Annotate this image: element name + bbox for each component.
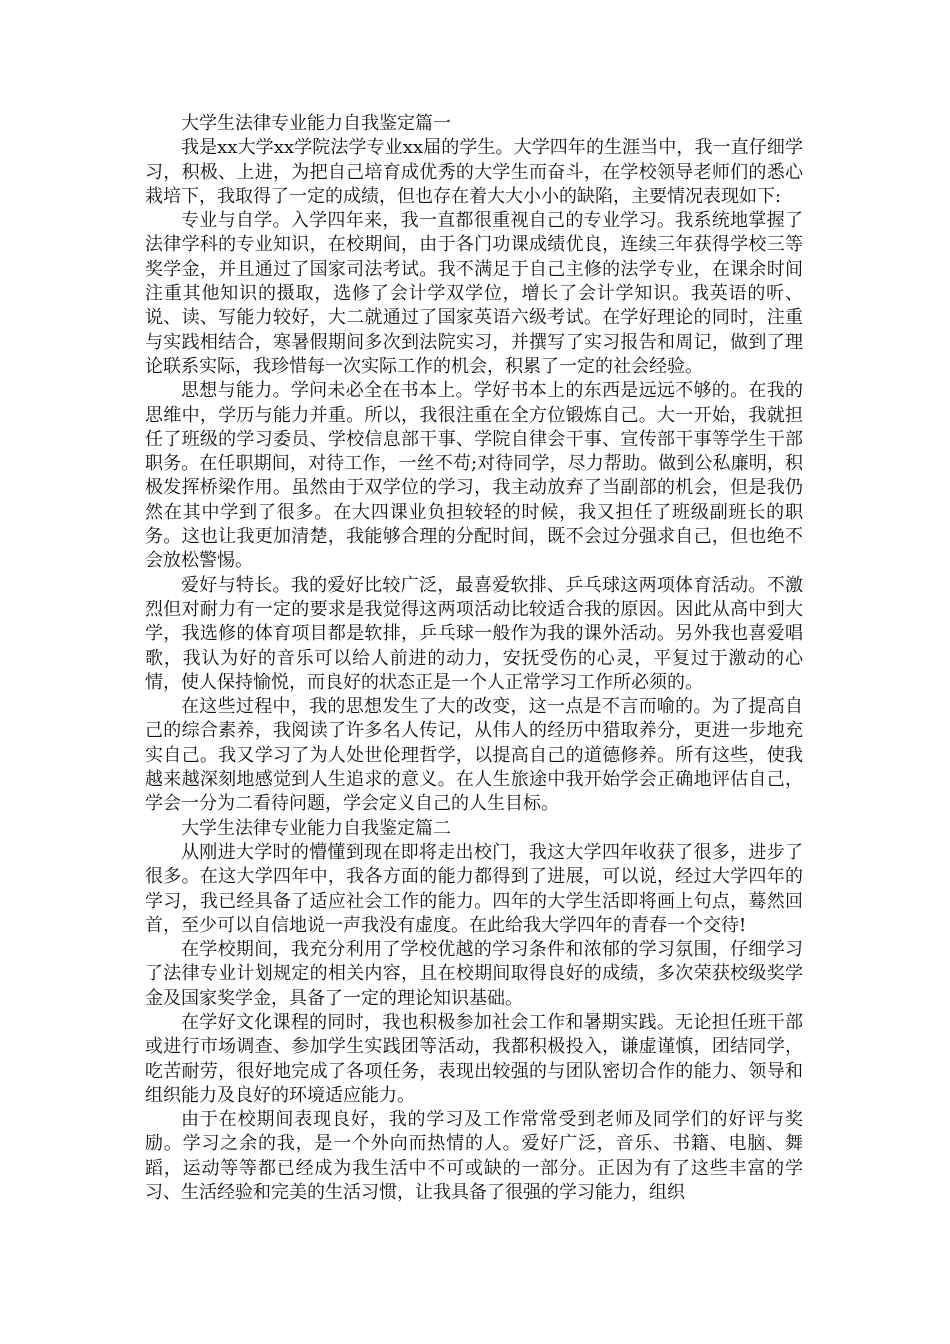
- body-paragraph: 我是xx大学xx学院法学专业xx届的学生。大学四年的生涯当中，我一直仔细学习，积极、上进，为把自己培育成优秀的大学生而奋斗，在学校领导老师们的悉心栽培下，我取得了一定的成绩，但也存在着大大小小的缺陷，主要情况表现如下:: [145, 137, 803, 207]
- body-paragraph: 爱好与特长。我的爱好比较广泛，最喜爱软排、乒乓球这两项体育活动。不激烈但对耐力有一定的要求是我觉得这两项活动比较适合我的原因。因此从高中到大学，我选修的体育项目都是软排，乒乓球一般作为我的课外活动。另外我也喜爱唱歌，我认为好的音乐可以给人前进的动力，安抚受伤的心灵，平复过于激动的心情，使人保持愉悦，而良好的状态正是一个人正常学习工作所必须的。: [145, 574, 803, 693]
- body-paragraph: 从刚进大学时的懵懂到现在即将走出校门，我这大学四年收获了很多，进步了很多。在这大学四年中，我各方面的能力都得到了进展，可以说，经过大学四年的学习，我已经具备了适应社会工作的能力。四年的大学生活即将画上句点，蓦然回首，至少可以自信地说一声我没有虚度。在此给我大学四年的青春一个交待!: [145, 841, 803, 936]
- body-paragraph: 在学好文化课程的同时，我也积极参加社会工作和暑期实践。无论担任班干部或进行市场调查、参加学生实践团等活动，我都积极投入，谦虚谨慎，团结同学，吃苦耐劳，很好地完成了各项任务，表现出较强的与团队密切合作的能力、领导和组织能力及良好的环境适应能力。: [145, 1011, 803, 1106]
- body-paragraph: 专业与自学。入学四年来，我一直都很重视自己的专业学习。我系统地掌握了法律学科的专业知识，在校期间，由于各门功课成绩优良，连续三年获得学校三等奖学金，并且通过了国家司法考试。我不满足于自己主修的法学专业，在课余时间注重其他知识的摄取，选修了会计学双学位，增长了会计学知识。我英语的听、说、读、写能力较好，大二就通过了国家英语六级考试。在学好理论的同时，注重与实践相结合，寒暑假期间多次到法院实习，并撰写了实习报告和周记，做到了理论联系实际，我珍惜每一次实际工作的机会，积累了一定的社会经验。: [145, 210, 803, 377]
- body-paragraph: 在学校期间，我充分利用了学校优越的学习条件和浓郁的学习氛围，仔细学习了法律专业计划规定的相关内容，且在校期间取得良好的成绩，多次荣获校级奖学金及国家奖学金，具备了一定的理论知识基础。: [145, 939, 803, 1009]
- body-paragraph: 在这些过程中，我的思想发生了大的改变，这一点是不言而喻的。为了提高自己的综合素养，我阅读了许多名人传记，从伟人的经历中猎取养分，更进一步地充实自己。我又学习了为人处世伦理哲学，以提高自己的道德修养。所有这些，使我越来越深刻地感觉到人生追求的意义。在人生旅途中我开始学会正确地评估自己，学会一分为二看待问题，学会定义自己的人生目标。: [145, 696, 803, 815]
- section-heading-2: 大学生法律专业能力自我鉴定篇二: [181, 817, 451, 839]
- document-page: [145, 112, 803, 1205]
- body-paragraph: 由于在校期间表现良好，我的学习及工作常常受到老师及同学们的好评与奖励。学习之余的我，是一个外向而热情的人。爱好广泛，音乐、书籍、电脑、舞蹈，运动等等都已经成为我生活中不可或缺的一部分。正因为有了这些丰富的学习、生活经验和完美的生活习惯，让我具备了很强的学习能力，组织: [145, 1109, 803, 1204]
- section-heading-1: 大学生法律专业能力自我鉴定篇一: [181, 113, 451, 134]
- body-paragraph: 思想与能力。学问未必全在书本上。学好书本上的东西是远远不够的。在我的思维中，学历与能力并重。所以，我很注重在全方位锻炼自己。大一开始，我就担任了班级的学习委员、学校信息部干事、学院自律会干事、宣传部干事等学生干部职务。在任职期间，对待工作，一丝不苟;对待同学，尽力帮助。做到公私廉明，积极发挥桥梁作用。虽然由于双学位的学习，我主动放弃了当副部的机会，但是我仍然在其中学到了很多。在大四课业负担较轻的时候，我又担任了班级副班长的职务。这也让我更加清楚，我能够合理的分配时间，既不会过分强求自己，但也绝不会放松警惕。: [145, 380, 803, 572]
